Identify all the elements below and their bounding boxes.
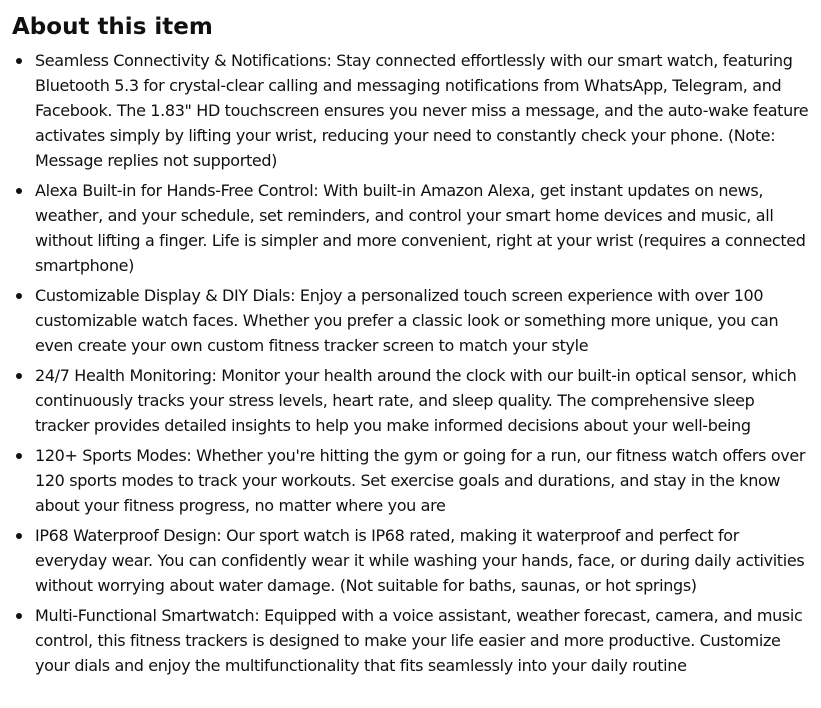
- feature-bullet: [12, 178, 809, 278]
- bullet-dot-icon: [16, 613, 22, 619]
- feature-bullet: [12, 48, 809, 173]
- bullet-dot-icon: [16, 188, 22, 194]
- feature-bullet-text: IP68 Waterproof Design: Our sport watch is IP68 rated, making it waterproof and perfect for everyday wear. You can confidently wear it while washing your hands, face, or during daily activities without worrying about water damage. (Not suitable for baths, saunas, or hot springs): [35, 526, 805, 595]
- bullet-dot-icon: [16, 453, 22, 459]
- feature-bullet: [12, 523, 809, 598]
- section-heading: About this item: [12, 14, 213, 40]
- feature-bullet-text: Customizable Display & DIY Dials: Enjoy a personalized touch screen experience with over 100 customizable watch faces. Whether you prefer a classic look or something more unique, you can even create your own custom fitness tracker screen to match your style: [35, 286, 779, 355]
- feature-bullet-text: Alexa Built-in for Hands-Free Control: With built-in Amazon Alexa, get instant updates on news, weather, and your schedule, set reminders, and control your smart home devices and music, all without lifting a finger. Life is simpler and more convenient, right at your wrist (requires a connected smartphone): [35, 181, 806, 275]
- bullet-dot-icon: [16, 533, 22, 539]
- feature-bullet-text: 120+ Sports Modes: Whether you're hitting the gym or going for a run, our fitness watch offers over 120 sports modes to track your workouts. Set exercise goals and durations, and stay in the know about your fitness progress, no matter where you are: [35, 446, 806, 515]
- feature-bullet: [12, 283, 809, 358]
- bullet-dot-icon: [16, 293, 22, 299]
- feature-bullet: [12, 603, 809, 678]
- feature-bullet-text: 24/7 Health Monitoring: Monitor your health around the clock with our built-in optical sensor, which continuously tracks your stress levels, heart rate, and sleep quality. The comprehensive sleep tracker provides detailed insights to help you make informed decisions about your well-being: [35, 366, 797, 435]
- bullet-dot-icon: [16, 373, 22, 379]
- feature-bullet: [12, 443, 809, 518]
- feature-bullet-text: Seamless Connectivity & Notifications: Stay connected effortlessly with our smart watch, featuring Bluetooth 5.3 for crystal-clear calling and messaging notifications from WhatsApp, Telegram, and Facebook. The 1.83" HD touchscreen ensures you never miss a message, and the auto-wake feature activates simply by lifting your wrist, reducing your need to constantly check your phone. (Note: Message replies not supported): [35, 51, 809, 170]
- feature-bullet: [12, 363, 809, 438]
- feature-bullet-text: Multi-Functional Smartwatch: Equipped with a voice assistant, weather forecast, camera, and music control, this fitness trackers is designed to make your life easier and more productive. Customize your dials and enjoy the multifunctionality that fits seamlessly into your daily routine: [35, 606, 803, 675]
- bullet-dot-icon: [16, 58, 22, 64]
- feature-bullet-list: [12, 48, 809, 678]
